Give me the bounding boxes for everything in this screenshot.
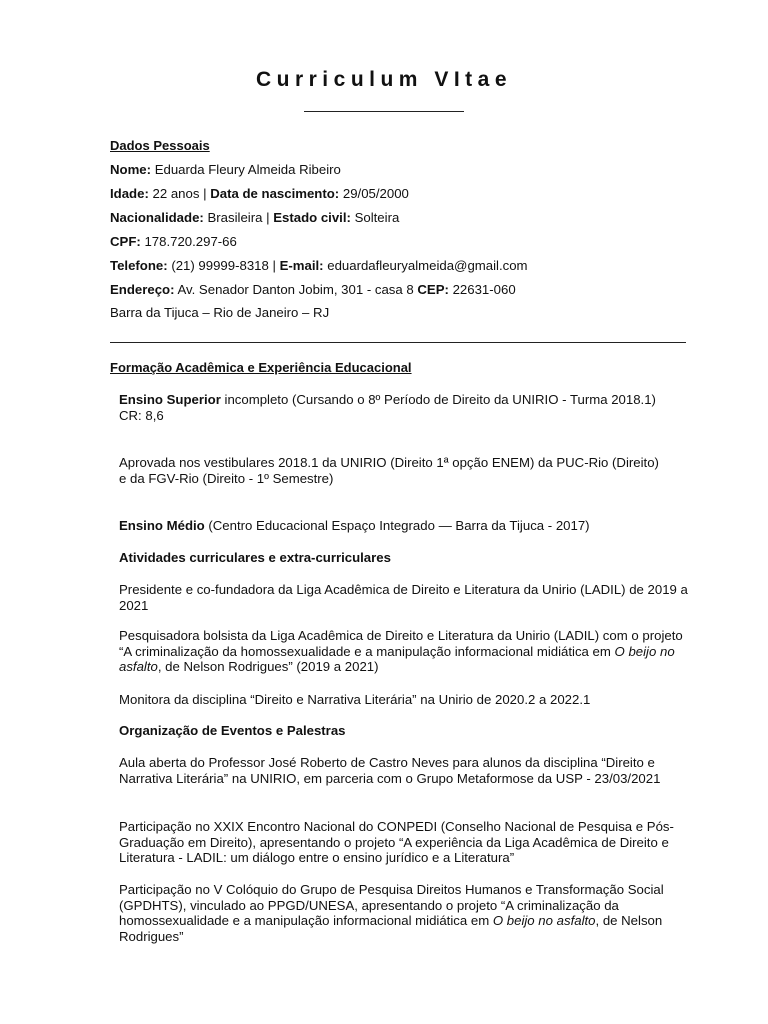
endereco-line xyxy=(110,282,516,297)
email-value: eduardafleuryalmeida@gmail.com xyxy=(327,258,528,273)
ensino-medio-text: (Centro Educacional Espaço Integrado — Barra da Tijuca - 2017) xyxy=(208,518,590,533)
cr-value: CR: 8,6 xyxy=(119,407,164,423)
cep-value: 22631-060 xyxy=(452,282,516,297)
telefone-value: (21) 99999-8318 | xyxy=(171,258,276,273)
evento-item-2: Participação no XXIX Encontro Nacional do CONPEDI (Conselho Nacional de Pesquisa e Pós-Graduação em Direito), apresentando o projeto “A experiência da Liga Acadêmica de Direito e Literatura - LADIL: um diálogo entre o ensino jurídico e a Literatura” xyxy=(119,819,674,865)
cpf-value: 178.720.297-66 xyxy=(144,234,237,249)
aprovacoes-text-2: e da FGV-Rio (Direito - 1º Semestre) xyxy=(119,470,334,486)
evento-item-3-text: Participação no V Colóquio do Grupo de Pesquisa Direitos Humanos e Transformação Social (GPDHTS), vinculado ao PPGD/UNESA, apresentando o projeto “A criminalização da homossexualidade e a manipulação informacional midiática em xyxy=(119,882,664,928)
atividade-item-2-italic: O beijo no asfalto xyxy=(119,643,675,674)
document-title: Curriculum VItae xyxy=(255,68,513,91)
section-header-dados: Dados Pessoais xyxy=(110,138,210,153)
title-underline xyxy=(304,111,464,112)
nome-value: Eduarda Fleury Almeida Ribeiro xyxy=(154,162,341,177)
section-header-formacao: Formação Acadêmica e Experiência Educacional xyxy=(110,360,412,375)
nome-label: Nome: xyxy=(110,162,152,177)
nome-line xyxy=(110,162,341,177)
section-header-eventos: Organização de Eventos e Palestras xyxy=(119,723,346,738)
evento-item-3-end: , de Nelson Rodrigues” xyxy=(119,913,663,944)
cpf-label: CPF: xyxy=(110,234,141,249)
telefone-label: Telefone: xyxy=(110,258,168,273)
ensino-superior-label: Ensino Superior xyxy=(119,392,221,407)
endereco-label: Endereço: xyxy=(110,282,175,297)
atividade-item-2-end: , de Nelson Rodrigues” (2019 a 2021) xyxy=(157,659,379,674)
cpf-line xyxy=(110,234,237,249)
cidade-line: Barra da Tijuca – Rio de Janeiro – RJ xyxy=(110,305,330,320)
aprovacoes xyxy=(119,455,694,486)
ensino-medio-label: Ensino Médio xyxy=(119,518,205,533)
endereco-value: Av. Senador Danton Jobim, 301 - casa 8 xyxy=(177,282,414,297)
atividade-item-2 xyxy=(119,628,694,675)
evento-item-3-italic: O beijo no asfalto xyxy=(492,913,596,928)
cep-label: CEP: xyxy=(417,282,449,297)
atividade-item-2-text: Pesquisadora bolsista da Liga Acadêmica de Direito e Literatura da Unirio (LADIL) com o projeto “A criminalização da homossexualidade e a manipulação informacional midiática em xyxy=(119,628,683,659)
evento-item-1: Aula aberta do Professor José Roberto de Castro Neves para alunos da disciplina “Direito e Narrativa Literária” na UNIRIO, em parceria com o Grupo Metaformose da USP - 23/03/2021 xyxy=(119,755,661,786)
nacionalidade-value: Brasileira | xyxy=(207,210,270,225)
idade-value: 22 anos | xyxy=(152,186,207,201)
estado-civil-value: Solteira xyxy=(354,210,400,225)
section-divider xyxy=(110,342,686,343)
evento-item-3 xyxy=(119,882,694,944)
nacionalidade-label: Nacionalidade: xyxy=(110,210,204,225)
idade-line xyxy=(110,186,409,201)
nacionalidade-line xyxy=(110,210,399,225)
nascimento-value: 29/05/2000 xyxy=(342,186,409,201)
telefone-line xyxy=(110,258,528,273)
ensino-medio xyxy=(119,518,694,534)
ensino-superior-text: incompleto (Cursando o 8º Período de Direito da UNIRIO - Turma 2018.1) xyxy=(224,392,656,407)
ensino-superior xyxy=(119,392,694,423)
email-label: E-mail: xyxy=(279,258,324,273)
section-header-atividades: Atividades curriculares e extra-curriculares xyxy=(119,550,391,565)
idade-label: Idade: xyxy=(110,186,149,201)
atividade-item-1: Presidente e co-fundadora da Liga Acadêmica de Direito e Literatura da Unirio (LADIL) de 2019 a 2021 xyxy=(119,582,688,613)
aprovacoes-text-1: Aprovada nos vestibulares 2018.1 da UNIRIO (Direito 1ª opção ENEM) da PUC-Rio (Direito) xyxy=(119,455,659,470)
atividade-item-3: Monitora da disciplina “Direito e Narrativa Literária” na Unirio de 2020.2 a 2022.1 xyxy=(119,692,591,707)
estado-civil-label: Estado civil: xyxy=(273,210,351,225)
nascimento-label: Data de nascimento: xyxy=(210,186,340,201)
